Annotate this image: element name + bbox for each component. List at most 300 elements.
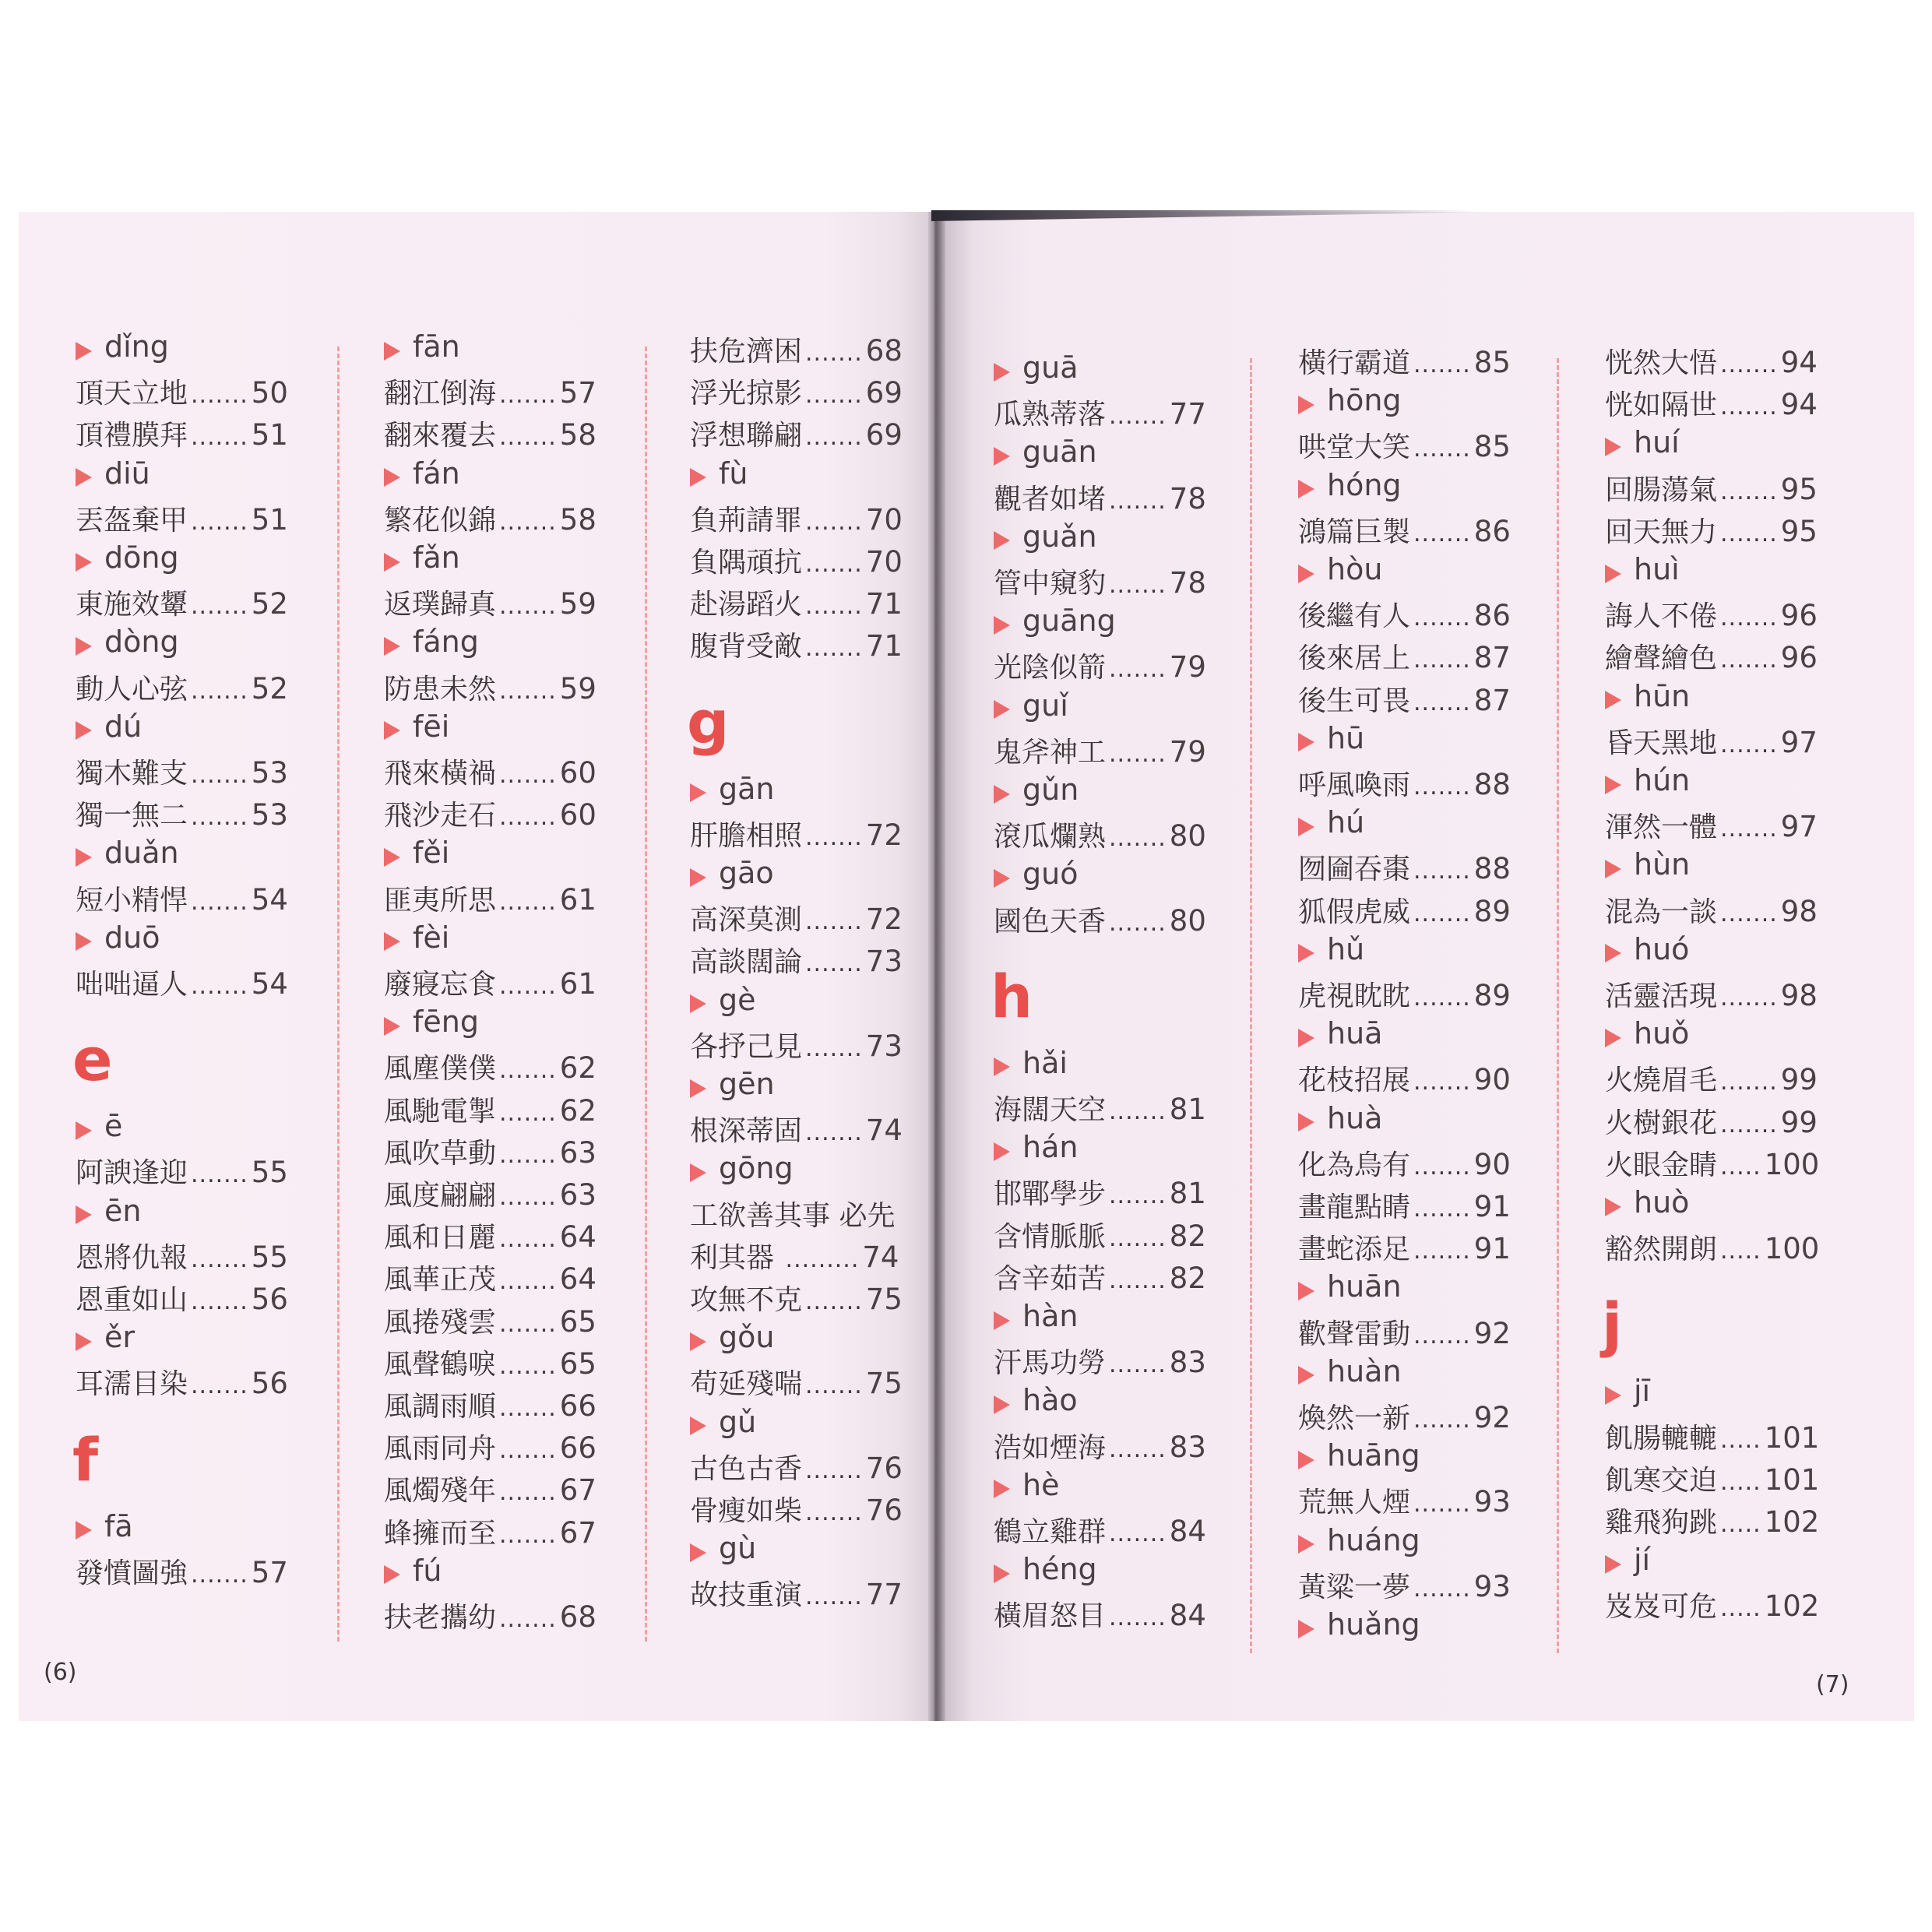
leader-dots: ....... — [805, 823, 863, 851]
triangle-arrow-icon — [76, 553, 92, 572]
idiom-text: 風燭殘年 — [384, 1475, 497, 1508]
idiom-text: 高深莫測 — [690, 904, 803, 937]
leader-dots: ....... — [191, 1561, 248, 1589]
idiom-entry — [1605, 1101, 1818, 1141]
pinyin-heading — [994, 1552, 1097, 1586]
idiom-entry — [690, 329, 903, 369]
leader-dots: ....... — [1413, 604, 1471, 632]
idiom-text: 觀者如堵 — [994, 483, 1107, 516]
idiom-entry — [384, 1596, 596, 1635]
leader-dots: ....... — [805, 908, 863, 936]
idiom-entry — [690, 625, 903, 664]
leader-dots: ....... — [191, 593, 248, 621]
triangle-arrow-icon — [1605, 438, 1621, 456]
pinyin-heading — [384, 456, 460, 491]
idiom-text: 渾然一體 — [1605, 811, 1718, 844]
triangle-arrow-icon — [76, 637, 92, 656]
pinyin-heading — [994, 519, 1097, 554]
leader-dots: ....... — [499, 1479, 557, 1507]
page-reference: 95 — [1780, 472, 1818, 506]
pinyin-heading — [1298, 1523, 1420, 1557]
triangle-arrow-icon — [1605, 565, 1621, 583]
idiom-text: 活靈活現 — [1605, 980, 1718, 1012]
triangle-arrow-icon — [690, 468, 706, 487]
page-reference: 79 — [1169, 734, 1206, 769]
page-number-right: (7) — [1816, 1671, 1849, 1698]
idiom-entry — [1298, 847, 1511, 887]
pinyin-text: hào — [1022, 1383, 1078, 1418]
leader-dots: ....... — [499, 1606, 557, 1633]
leader-dots: ....... — [805, 593, 863, 621]
idiom-text: 翻來覆去 — [384, 420, 497, 452]
idiom-text: 飢腸轆轆 — [1605, 1422, 1718, 1455]
leader-dots: ....... — [1413, 435, 1471, 463]
page-reference: 91 — [1473, 1232, 1511, 1266]
page-reference: 87 — [1473, 683, 1511, 717]
idiom-entry — [994, 1426, 1206, 1466]
idiom-entry — [994, 646, 1206, 685]
page-reference: 65 — [559, 1346, 596, 1381]
page-reference: 74 — [865, 1114, 903, 1148]
pinyin-text: guó — [1022, 857, 1079, 892]
idiom-entry — [76, 371, 288, 411]
idiom-entry — [76, 794, 288, 833]
pinyin-text: huǎng — [1327, 1607, 1420, 1642]
pinyin-text: duō — [104, 920, 160, 955]
pinyin-heading — [384, 329, 460, 364]
triangle-arrow-icon — [690, 1163, 706, 1182]
triangle-arrow-icon — [1298, 1113, 1314, 1131]
pinyin-heading — [690, 1151, 794, 1185]
pinyin-text: guǐ — [1022, 688, 1068, 723]
leader-dots: ....... — [1413, 351, 1471, 378]
pinyin-heading — [994, 688, 1068, 723]
section-letter-text: e — [72, 1025, 113, 1095]
idiom-text: 後來居上 — [1298, 642, 1411, 675]
pinyin-text: gōng — [719, 1151, 794, 1186]
idiom-entry — [690, 814, 903, 853]
idiom-text: 頂天立地 — [76, 378, 188, 410]
page-reference: 89 — [1473, 894, 1511, 928]
triangle-arrow-icon — [1298, 565, 1314, 583]
leader-dots: ....... — [805, 635, 863, 663]
triangle-arrow-icon — [1298, 1451, 1314, 1469]
page-reference: 69 — [865, 418, 903, 452]
page-reference: 56 — [251, 1367, 288, 1401]
idiom-text: 後生可畏 — [1298, 684, 1411, 717]
idiom-entry — [1298, 1058, 1511, 1098]
leader-dots: ....... — [805, 382, 863, 410]
pinyin-text: hún — [1634, 763, 1691, 797]
page-reference: 97 — [1780, 810, 1818, 844]
triangle-arrow-icon — [384, 721, 400, 740]
pinyin-heading — [994, 1046, 1068, 1080]
idiom-entry — [690, 1362, 903, 1402]
page-reference: 80 — [1169, 819, 1206, 853]
leader-dots: ....... — [499, 1310, 557, 1338]
leader-dots: ....... — [1720, 519, 1778, 547]
pinyin-text: fēng — [413, 1005, 479, 1040]
triangle-arrow-icon — [1298, 733, 1314, 751]
column-divider — [337, 347, 340, 1642]
triangle-arrow-icon — [690, 1543, 706, 1562]
idiom-text: 赴湯蹈火 — [690, 589, 803, 621]
pinyin-text: dōng — [104, 540, 179, 575]
triangle-arrow-icon — [690, 783, 706, 802]
idiom-text: 虎視眈眈 — [1298, 980, 1411, 1012]
pinyin-heading — [1605, 552, 1680, 586]
triangle-arrow-icon — [1605, 860, 1621, 878]
idiom-entry — [76, 1236, 288, 1276]
page-reference: 63 — [559, 1178, 596, 1212]
idiom-entry — [1298, 679, 1511, 719]
triangle-arrow-icon — [384, 342, 400, 361]
idiom-text: 昏天黑地 — [1605, 727, 1718, 759]
page-reference: 64 — [559, 1220, 596, 1255]
leader-dots: ....... — [191, 677, 248, 705]
pinyin-text: duǎn — [104, 836, 179, 871]
idiom-text: 飢寒交迫 — [1605, 1464, 1718, 1497]
page-reference: 58 — [559, 502, 596, 537]
leader-dots: ....... — [805, 1034, 863, 1062]
idiom-entry — [1298, 1565, 1511, 1605]
triangle-arrow-icon — [384, 1017, 400, 1036]
idiom-entry — [690, 540, 903, 580]
triangle-arrow-icon — [1298, 1535, 1314, 1554]
leader-dots: ....... — [805, 950, 863, 978]
idiom-entry — [994, 815, 1206, 854]
leader-dots: ....... — [1413, 1406, 1471, 1434]
idiom-entry — [994, 392, 1206, 432]
idiom-text: 故技重演 — [690, 1579, 803, 1612]
leader-dots: ....... — [499, 677, 557, 705]
page-reference: 71 — [865, 629, 903, 663]
pinyin-text: guān — [1022, 435, 1097, 470]
idiom-entry — [690, 1194, 901, 1233]
idiom-text: 風捲殘雲 — [384, 1306, 497, 1339]
idiom-entry — [994, 1088, 1206, 1128]
leader-dots: ..... — [1720, 1153, 1761, 1181]
triangle-arrow-icon — [76, 1205, 92, 1224]
leader-dots: ....... — [1720, 604, 1778, 632]
idiom-text: 火眼金睛 — [1605, 1149, 1718, 1181]
idiom-text: 頂禮膜拜 — [76, 420, 188, 452]
pinyin-text: fán — [413, 456, 460, 491]
triangle-arrow-icon — [1605, 1555, 1621, 1574]
page-reference: 102 — [1764, 1589, 1820, 1624]
page-reference: 53 — [251, 756, 288, 790]
triangle-arrow-icon — [994, 700, 1010, 719]
idiom-text: 海闊天空 — [994, 1094, 1107, 1126]
page-reference: 70 — [865, 502, 903, 537]
idiom-entry — [1605, 1143, 1819, 1183]
page-reference: 90 — [1473, 1063, 1511, 1097]
idiom-text: 飛沙走石 — [384, 800, 497, 832]
pinyin-heading — [1605, 763, 1690, 797]
idiom-text: 浩如煙海 — [994, 1431, 1107, 1464]
leader-dots: ....... — [499, 973, 557, 1000]
triangle-arrow-icon — [1298, 396, 1314, 414]
idiom-entry — [1298, 974, 1511, 1014]
idiom-text: 耳濡目染 — [76, 1368, 188, 1401]
section-letter — [1602, 1290, 1622, 1359]
pinyin-heading — [384, 709, 449, 744]
pinyin-text: ēn — [104, 1193, 142, 1228]
leader-dots: ....... — [805, 508, 863, 536]
idiom-text: 高談闊論 — [690, 946, 803, 979]
idiom-text: 橫眉怒目 — [994, 1600, 1107, 1633]
triangle-arrow-icon — [76, 932, 92, 951]
section-letter-text: g — [687, 687, 730, 757]
idiom-text: 負荊請罪 — [690, 504, 803, 537]
triangle-arrow-icon — [76, 721, 92, 740]
page-reference: 65 — [559, 1304, 596, 1339]
triangle-arrow-icon — [994, 447, 1010, 466]
triangle-arrow-icon — [384, 468, 400, 487]
idiom-entry — [994, 1594, 1206, 1634]
idiom-entry — [690, 940, 903, 980]
leader-dots: ..... — [1720, 1426, 1761, 1454]
page-reference: 94 — [1780, 346, 1818, 379]
pinyin-text: fèi — [413, 920, 450, 955]
pinyin-text: hūn — [1634, 678, 1691, 713]
leader-dots: ....... — [1413, 519, 1471, 547]
page-reference: 54 — [251, 967, 288, 1001]
idiom-text: 國色天香 — [994, 905, 1107, 938]
pinyin-text: hè — [1022, 1467, 1060, 1502]
idiom-entry — [1605, 721, 1818, 761]
idiom-text: 花枝招展 — [1298, 1065, 1411, 1097]
leader-dots: ....... — [499, 888, 557, 916]
leader-dots: ....... — [1413, 773, 1471, 801]
idiom-entry — [1298, 636, 1511, 676]
idiom-text: 含辛茹苦 — [994, 1262, 1107, 1295]
triangle-arrow-icon — [994, 1057, 1010, 1076]
leader-dots: ....... — [805, 1372, 863, 1400]
pinyin-text: hùn — [1634, 847, 1691, 882]
triangle-arrow-icon — [1605, 1198, 1621, 1216]
pinyin-heading — [994, 1383, 1078, 1417]
idiom-text: 鬼斧神工 — [994, 736, 1107, 769]
idiom-entry — [1605, 383, 1818, 423]
triangle-arrow-icon — [690, 1079, 706, 1098]
pinyin-heading — [1298, 805, 1364, 839]
idiom-entry — [1605, 1459, 1819, 1498]
leader-dots: ....... — [191, 1372, 248, 1400]
pinyin-heading — [1605, 679, 1690, 713]
book-spine — [928, 212, 945, 1721]
pinyin-text: hòu — [1327, 552, 1383, 586]
idiom-entry — [76, 1362, 288, 1402]
leader-dots: ....... — [1109, 487, 1167, 515]
section-letter-text: h — [991, 961, 1033, 1031]
idiom-text: 風塵僕僕 — [384, 1053, 497, 1086]
idiom-text: 東施效顰 — [76, 589, 188, 621]
pinyin-heading — [1298, 932, 1364, 966]
leader-dots: ....... — [805, 424, 863, 452]
pinyin-text: dòng — [104, 625, 179, 660]
triangle-arrow-icon — [690, 1332, 706, 1351]
pinyin-heading — [1605, 1016, 1689, 1050]
pinyin-text: hǎi — [1022, 1045, 1068, 1080]
pinyin-text: fú — [413, 1553, 442, 1588]
pinyin-heading — [76, 920, 160, 955]
leader-dots: ....... — [499, 424, 557, 452]
idiom-text: 岌岌可危 — [1605, 1591, 1718, 1624]
page-reference: 51 — [251, 418, 288, 452]
pinyin-text: hǔ — [1327, 931, 1365, 966]
idiom-entry — [1298, 1227, 1511, 1267]
page-reference: 52 — [251, 671, 288, 706]
section-letter — [687, 688, 729, 757]
page-reference: 58 — [559, 418, 596, 452]
triangle-arrow-icon — [690, 868, 706, 887]
page-reference: 100 — [1764, 1147, 1820, 1181]
pinyin-text: huò — [1634, 1185, 1690, 1219]
pinyin-text: gè — [719, 982, 756, 1017]
leader-dots: ....... — [191, 973, 248, 1000]
page-reference: 64 — [559, 1262, 596, 1297]
leader-dots: ....... — [499, 1226, 557, 1254]
idiom-text: 繁花似錦 — [384, 504, 497, 537]
idiom-text: 雞飛狗跳 — [1605, 1507, 1718, 1539]
leader-dots: ....... — [1720, 899, 1778, 927]
idiom-text: 古色古香 — [690, 1452, 803, 1485]
pinyin-heading — [384, 540, 460, 575]
leader-dots: ....... — [499, 1057, 557, 1085]
leader-dots: ....... — [191, 1245, 248, 1273]
page-reference: 87 — [1473, 641, 1511, 675]
pinyin-heading — [1605, 1374, 1650, 1408]
pinyin-heading — [1298, 1354, 1402, 1388]
pinyin-text: gēn — [719, 1067, 775, 1101]
pinyin-heading — [994, 1130, 1078, 1164]
page-reference: 91 — [1473, 1190, 1511, 1223]
idiom-text: 歡聲雷動 — [1298, 1318, 1411, 1350]
page-reference: 66 — [559, 1389, 596, 1423]
idiom-entry — [76, 498, 288, 538]
leader-dots: ....... — [499, 1141, 557, 1169]
triangle-arrow-icon — [994, 1564, 1010, 1583]
page-reference: 86 — [1473, 599, 1511, 633]
pinyin-heading — [994, 1299, 1078, 1333]
leader-dots: ....... — [499, 593, 557, 621]
idiom-text: 風吹草動 — [384, 1137, 497, 1170]
page-reference: 99 — [1780, 1105, 1818, 1139]
pinyin-heading — [690, 772, 775, 806]
idiom-text: 扶老攜幼 — [384, 1602, 497, 1634]
idiom-text: 回腸蕩氣 — [1605, 473, 1718, 506]
leader-dots: ....... — [1413, 984, 1471, 1012]
idiom-text: 阿諛逢迎 — [76, 1157, 188, 1190]
page-reference: 54 — [251, 882, 288, 917]
idiom-text: 混為一談 — [1605, 896, 1718, 928]
leader-dots: ....... — [1109, 1435, 1167, 1463]
leader-dots: ....... — [499, 1268, 557, 1296]
idiom-entry — [1605, 1585, 1819, 1624]
pinyin-heading — [1605, 425, 1680, 459]
page-reference: 60 — [559, 756, 596, 790]
pinyin-text: hóng — [1327, 467, 1402, 502]
leader-dots: ....... — [1109, 1182, 1167, 1210]
page-reference: 82 — [1169, 1219, 1206, 1253]
leader-dots: ....... — [1413, 646, 1471, 674]
idiom-text: 風度翩翩 — [384, 1180, 497, 1212]
pinyin-heading — [690, 456, 748, 491]
idiom-entry — [1298, 1480, 1511, 1520]
idiom-text: 鴻篇巨製 — [1298, 516, 1411, 548]
idiom-entry — [994, 1172, 1206, 1212]
page-reference: 59 — [559, 671, 596, 706]
page-reference: 92 — [1473, 1316, 1511, 1350]
pinyin-text: gù — [719, 1531, 757, 1566]
page-reference: 92 — [1473, 1401, 1511, 1434]
leader-dots: ....... — [191, 382, 248, 410]
idiom-entry — [1605, 1227, 1819, 1267]
idiom-text: 風雨同舟 — [384, 1433, 497, 1466]
pinyin-heading — [76, 1320, 135, 1354]
leader-dots: ....... — [805, 1499, 863, 1526]
page-reference: 101 — [1764, 1420, 1820, 1455]
pinyin-heading — [994, 435, 1097, 469]
pinyin-heading — [994, 772, 1079, 807]
pinyin-heading — [76, 329, 169, 364]
idiom-text: 獨木難支 — [76, 758, 188, 790]
leader-dots: ....... — [499, 1099, 557, 1127]
page-reference: 73 — [865, 1029, 903, 1063]
idiom-entry — [1298, 341, 1511, 381]
pinyin-heading — [1298, 1438, 1420, 1473]
triangle-arrow-icon — [384, 1565, 400, 1584]
triangle-arrow-icon — [1298, 1029, 1314, 1047]
page-reference: 98 — [1780, 894, 1818, 928]
idiom-text: 哄堂大笑 — [1298, 431, 1411, 464]
idiom-entry — [994, 477, 1206, 517]
triangle-arrow-icon — [1605, 1386, 1621, 1405]
triangle-arrow-icon — [1605, 1029, 1621, 1047]
idiom-entry — [384, 1469, 596, 1508]
leader-dots: ....... — [1109, 1224, 1167, 1252]
idiom-text: 呼風喚雨 — [1298, 769, 1411, 801]
idiom-entry — [384, 1511, 596, 1551]
page-reference: 84 — [1169, 1515, 1206, 1548]
pinyin-text: fān — [413, 329, 460, 364]
idiom-entry — [690, 498, 903, 538]
idiom-entry — [76, 962, 288, 1002]
pinyin-heading — [1605, 1185, 1689, 1219]
pinyin-text: huāng — [1327, 1438, 1420, 1473]
pinyin-text: hán — [1022, 1130, 1079, 1165]
idiom-text: 丟盔棄甲 — [76, 504, 188, 537]
leader-dots: ..... — [1720, 1595, 1761, 1623]
pinyin-heading — [1298, 1101, 1382, 1135]
page-reference: 74 — [862, 1240, 899, 1274]
leader-dots: ....... — [1109, 825, 1167, 853]
idiom-entry — [1298, 1143, 1511, 1183]
leader-dots: ....... — [499, 508, 557, 536]
triangle-arrow-icon — [994, 531, 1010, 550]
pinyin-text: ē — [104, 1109, 123, 1144]
idiom-text: 苟延殘喘 — [690, 1368, 803, 1401]
page-reference: 88 — [1473, 768, 1511, 801]
leader-dots: ....... — [1720, 730, 1778, 758]
pinyin-text: guā — [1022, 350, 1079, 385]
page-reference: 90 — [1473, 1147, 1511, 1181]
idiom-text: 動人心弦 — [76, 673, 188, 706]
triangle-arrow-icon — [1605, 944, 1621, 962]
idiom-entry — [1298, 594, 1511, 634]
leader-dots: ....... — [499, 1437, 557, 1465]
